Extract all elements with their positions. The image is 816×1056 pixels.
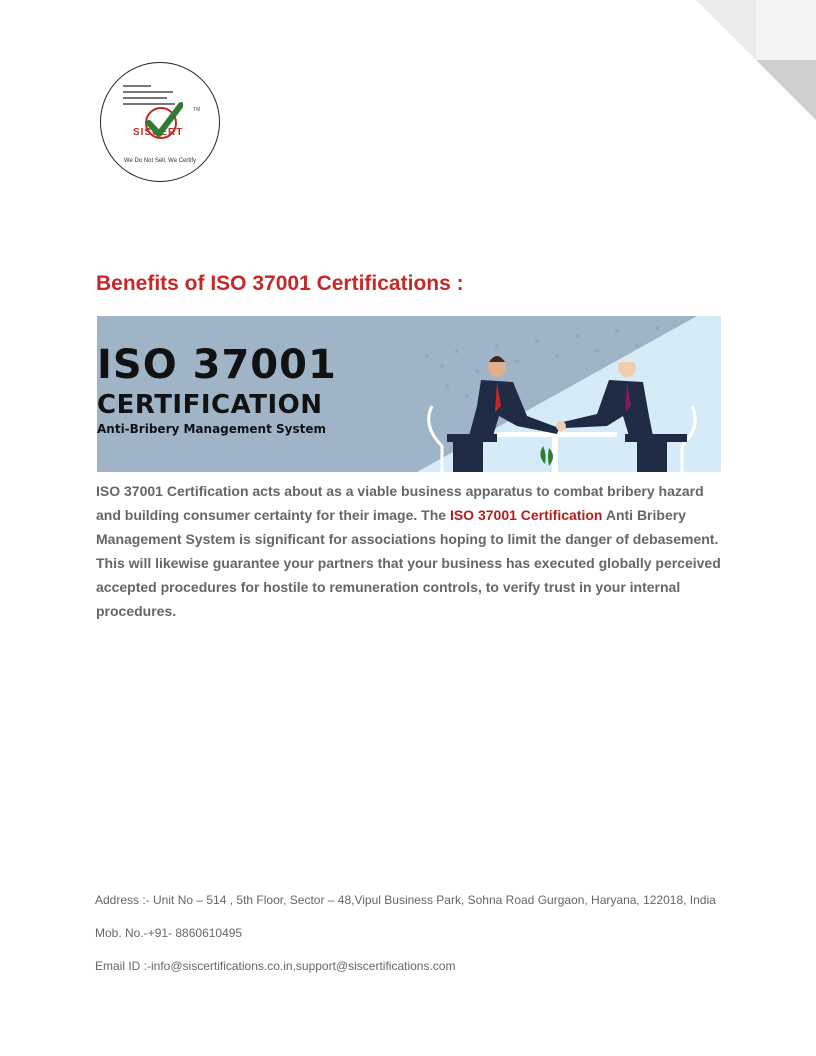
logo-brand-text: SISCERT (133, 127, 184, 138)
iso-37001-banner (97, 316, 721, 472)
footer-mobile: Mob. No.-+91- 8860610495 (95, 926, 243, 940)
footer-address: Address :- Unit No – 514 , 5th Floor, Sector – 48,Vipul Business Park, Sohna Road Gurgaon, Haryana, 122018, India (95, 893, 716, 907)
iso-37001-link[interactable]: ISO 37001 Certification (449, 507, 603, 523)
paragraph-text-start: ISO 37001 Certification acts about as a viable business apparatus to combat bribery hazard and building consumer certainty for their image. The (96, 483, 704, 523)
company-logo (100, 62, 220, 182)
banner-title: ISO 37001 (97, 342, 337, 388)
logo-trademark: TM (193, 107, 201, 113)
logo-tagline: We Do Not Sell, We Certify (123, 158, 197, 164)
footer-email: Email ID :-info@siscertifications.co.in,support@siscertifications.com (95, 959, 456, 973)
paragraph-text-end: Anti Bribery Management System is significant for associations hoping to limit the danger of debasement. This will likewise guarantee your partners that your business has executed globally perceived accepted procedures for hostile to remuneration controls, to verify trust in your internal procedures. (96, 507, 721, 619)
banner-subtitle: CERTIFICATION (97, 390, 323, 420)
body-paragraph (96, 479, 721, 623)
banner-caption: Anti-Bribery Management System (97, 422, 326, 436)
checkmark-icon (139, 101, 183, 145)
page-heading: Benefits of ISO 37001 Certifications : (96, 272, 464, 295)
page-corner-decoration (696, 0, 816, 120)
